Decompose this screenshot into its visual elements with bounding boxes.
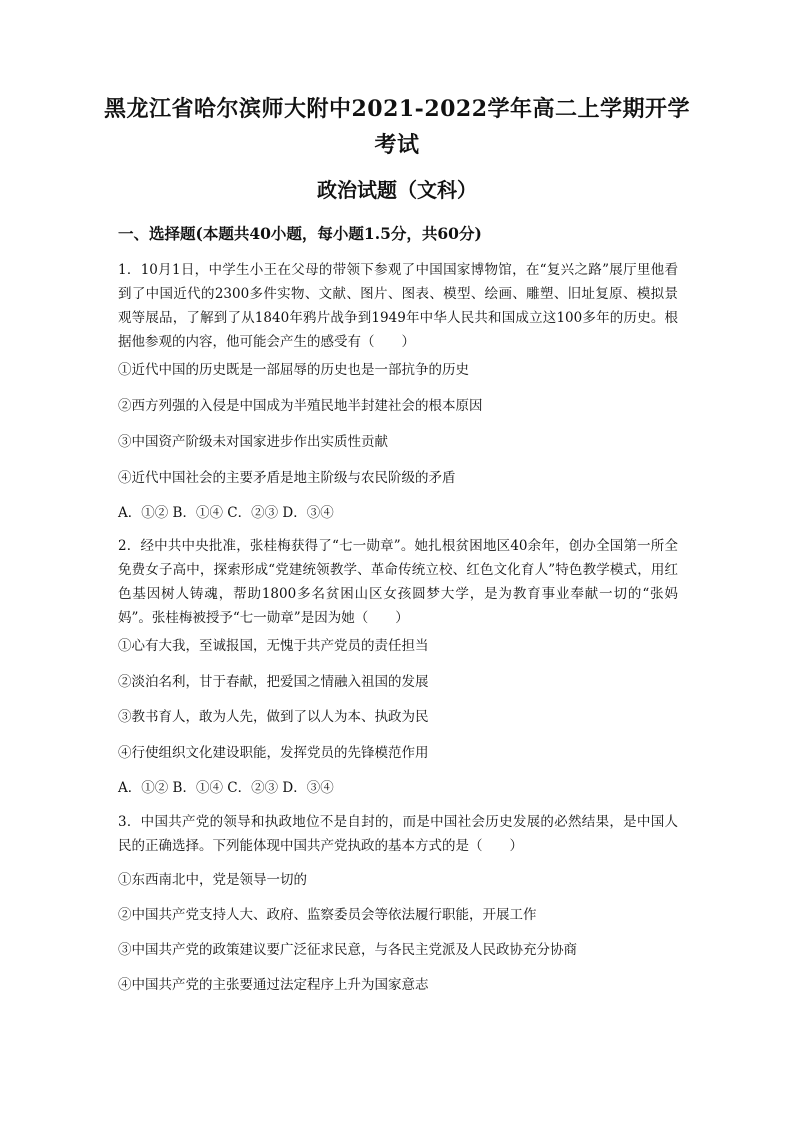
- question-3-option-3: ③中国共产党的政策建议要广泛征求民意，与各民主党派及人民政协充分协商: [118, 942, 577, 958]
- question-2-option-2: ②淡泊名利，甘于春献，把爱国之情融入祖国的发展: [118, 674, 429, 690]
- document-title-line-1: 黑龙江省哈尔滨师大附中2021-2022学年高二上学期开学: [103, 96, 691, 122]
- question-2-option-3: ③教书育人，敢为人先，做到了以人为本、执政为民: [118, 709, 429, 725]
- section-heading: 一、选择题(本题共40小题，每小题1.5分，共60分): [118, 224, 482, 243]
- question-2-stem: 2．经中共中央批准，张桂梅获得了“七一勋章”。她扎根贫困地区40余年，创办全国第一所全免费女子高中，探索形成“党建统领教学、革命传统立校、红色文化育人”特色教学模式，用红色基因树人铸魂，帮助1800多名贫困山区女孩圆梦大学，是为教育事业奉献一切的“张妈妈”。张桂梅被授予“七一勋章”是因为她（ ）: [118, 538, 678, 626]
- document-title-line-2: 考试: [374, 132, 420, 158]
- question-1-option-3: ③中国资产阶级未对国家进步作出实质性贡献: [118, 434, 388, 450]
- question-3-stem: 3．中国共产党的领导和执政地位不是自封的，而是中国社会历史发展的必然结果，是中国人民的正确选择。下列能体现中国共产党执政的基本方式的是（ ）: [118, 814, 678, 854]
- question-2-option-1: ①心有大我，至诚报国，无愧于共产党员的责任担当: [118, 638, 429, 654]
- question-1-stem: 1．10月1日，中学生小王在父母的带领下参观了中国国家博物馆，在“复兴之路”展厅里他看到了中国近代的2300多件实物、文献、图片、图表、模型、绘画、雕塑、旧址复原、模拟景观等展品，了解到了从1840年鸦片战争到1949年中华人民共和国成立这100多年的历史。根据他参观的内容，他可能会产生的感受有（ ）: [118, 262, 678, 350]
- document-subtitle: 政治试题（文科）: [317, 178, 477, 202]
- question-2-answers: A．①② B．①④ C．②③ D．③④: [118, 780, 334, 796]
- question-1-option-2: ②西方列强的入侵是中国成为半殖民地半封建社会的根本原因: [118, 398, 483, 414]
- question-2-option-4: ④行使组织文化建设职能，发挥党员的先锋模范作用: [118, 745, 429, 761]
- question-1-answers: A．①② B．①④ C．②③ D．③④: [118, 505, 334, 521]
- question-3-option-4: ④中国共产党的主张要通过法定程序上升为国家意志: [118, 977, 429, 993]
- question-3-option-2: ②中国共产党支持人大、政府、监察委员会等依法履行职能，开展工作: [118, 907, 537, 923]
- question-1-option-4: ④近代中国社会的主要矛盾是地主阶级与农民阶级的矛盾: [118, 470, 456, 486]
- question-3-option-1: ①东西南北中，党是领导一切的: [118, 872, 307, 888]
- question-1-option-1: ①近代中国的历史既是一部屈辱的历史也是一部抗争的历史: [118, 362, 469, 378]
